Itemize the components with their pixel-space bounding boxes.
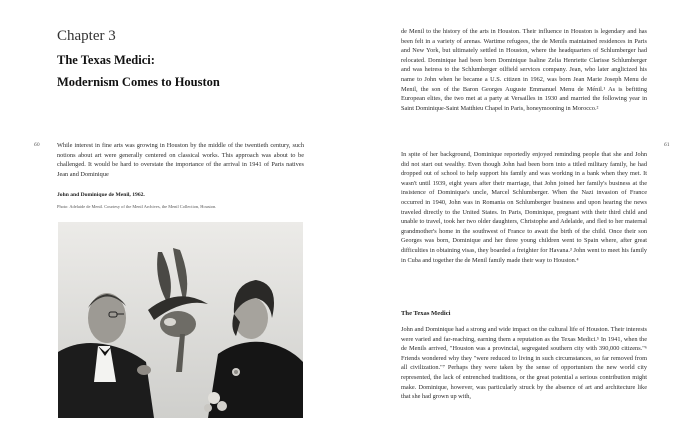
page-number-right: 61: [664, 143, 670, 148]
chapter-title: [57, 49, 337, 93]
chapter-title-line-2: Modernism Comes to Houston: [57, 75, 220, 89]
intro-paragraph: While interest in fine arts was growing in Houston by the middle of the twentieth century, such notions about art were generally centered on classical works. This approach was about to be challenged. It would be hard to overstate the importance of the arrival in 1941 of Paris natives Jean and Dominique: [57, 142, 304, 178]
right-paragraph-2: In spite of her background, Dominique reportedly enjoyed reminding people that she and John did not start out wealthy. Even though John had been born into a titled military family, he had dropped out of school to help support his family and was working in a bank when they met. It wasn't until 1939, eight years after their marriage, that John joined her family's business at the insistence of Dominique's uncle, Marcel Schlumberger. When the Nazi invasion of France occurred in 1940, John was in Romania on Schlumberger business and upon hearing the news traveled directly to the United States. In Paris, Dominique, pregnant with their third child and unable to travel, took her two older daughters, Christophe and Adelaide, and fled to her maternal grandmother's home in the southwest of France to await the birth of the child. Once their son Georges was born, Dominique and her three young children went to Spain where, after great difficulties in obtaining visas, they boarded a freighter for Havana.³ John went to meet his family in Cuba and together the de Menil family made their way to Houston.⁴: [401, 151, 647, 264]
right-paragraph-3: John and Dominique had a strong and wide impact on the cultural life of Houston. Their interests were varied and far-reaching, earning them a reputation as the Texas Medici.⁵ In 1941, when the de Menils arrived, "Houston was a provincial, segregated southern city with 390,000 citizens."⁶ Friends wondered why they "were reduced to living in such circumstances, so far removed from all civilization."⁷ Perhaps they were taken by the sense of opportunism the new world city represented, the lack of entrenched traditions, or the great potential a serious contribution might make. Dominique, however, was particularly struck by the absence of art and architecture like that she had grown up with,: [401, 326, 647, 401]
photo-caption-title: John and Dominique de Menil, 1962.: [57, 192, 145, 198]
chapter-label: Chapter 3: [57, 28, 116, 44]
section-heading: The Texas Medici: [401, 310, 451, 317]
photograph-illustration: [58, 222, 303, 418]
photo-caption-credit: Photo: Adelaide de Menil. Courtesy of the Menil Archives, the Menil Collection, Houston.: [57, 204, 217, 209]
chapter-title-line-1: The Texas Medici:: [57, 53, 155, 67]
de-menil-photograph: [58, 222, 303, 418]
page-number-left: 60: [34, 143, 40, 148]
left-page: [0, 0, 346, 448]
right-paragraph-1: de Menil to the history of the arts in Houston. Their influence in Houston is legendary and has been felt in a variety of arenas. Wartime refugees, the de Menils maintained residences in Paris and New York, but ultimately settled in Houston, where the headquarters of Schlumberger had relocated. Dominique had been born Dominique Isaline Zelia Henriette Clarisse Schlumberger and was heiress to the Schlumberger oilfield services company. Jean, who later anglicized his name to John when he became a U.S. citizen in 1962, was born Jean Marie Joseph Menu de Menil, the son of the Baron Georges Auguste Emmanuel Menu de Ménil.¹ As is befitting European elites, the two met at a party at Versailles in 1930 and married the following year in Saint Dominique-Saint Matthieu Chapel in Paris, honeymooning in Morocco.²: [401, 28, 647, 112]
